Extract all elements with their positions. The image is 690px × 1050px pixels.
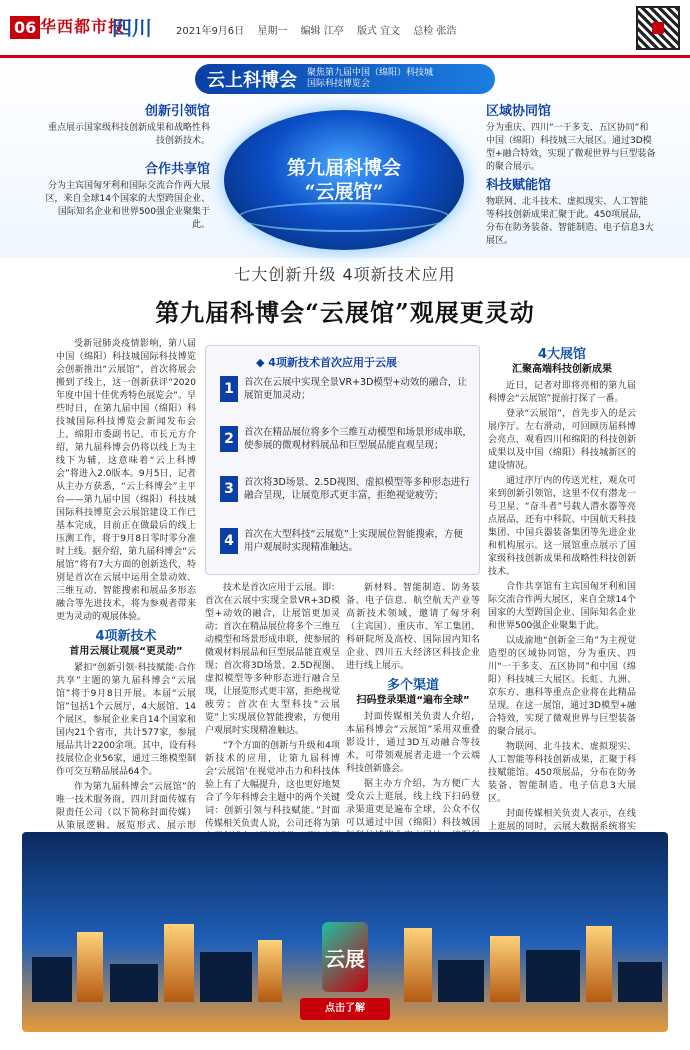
banner-subtitle <box>307 68 433 90</box>
headline-kicker: 七大创新升级 4项新技术应用 <box>234 265 456 284</box>
techbox-title: ◆ 4项新技术首次应用于云展 <box>256 354 397 370</box>
hall-name: 区域协同馆 <box>486 104 552 119</box>
cloud-expo-logo: 云展 <box>322 922 368 992</box>
tech-number: 2 <box>220 426 238 452</box>
body-paragraph: 封面传媒相关负责人表示，在线上逛展的同时，云展大数据系统将实 <box>488 809 636 832</box>
hall-desc: 物联网、北斗技术、虚拟现实、人工智能等科技创新成果汇聚于此。450项展品，分布在防务装备、智能制造、电子信息3大展区。 <box>486 197 654 246</box>
section-name: 四川 <box>112 16 152 40</box>
building <box>586 926 612 1002</box>
hall-regional <box>486 100 656 174</box>
body-paragraph: 物联网、北斗技术、虚拟现实、人工智能等科技创新成果，汇聚于科技赋能馆。450项展品，分布在防务装备、智能制造、电子信息3大展区。 <box>488 742 636 804</box>
body-paragraph: 以成渝地“创新金三角”为主视觉造型的区域协同馆，分为重庆、四川“一干多支、五区协同”和中国（绵阳）科技城三大展区。长虹、九洲、京东方、惠科等重点企业将在此精品呈现。在这一展馆，通过3D模型+融合特效，实现了微观世界与巨型装备的聚合展示。 <box>488 636 636 737</box>
app-badge-icon <box>652 22 664 34</box>
section-heading-channels <box>346 679 480 707</box>
hall-name: 创新引领馆 <box>144 104 210 119</box>
body-paragraph: 封面传媒相关负责人介绍，本届科博会“云展馆”采用双重叠影设计，通过3D互动融合等技术，可带领观展者走进一个云端科技创新盛会。 <box>346 712 480 774</box>
tech-text: 首次在大型科技“云展览”上实现展位智能搜索，方便用户观展时实现精准触达。 <box>244 529 463 553</box>
section-subtitle: 汇聚高端科技创新成果 <box>512 364 612 375</box>
building <box>438 960 484 1002</box>
section-subtitle: 扫码登录渠道“遍布全球” <box>356 695 470 706</box>
column-right <box>488 342 636 890</box>
building <box>32 957 72 1002</box>
hall-desc: 分为主宾国匈牙利和国际交流合作两大展区，来自全球14个国家的大型跨国企业、国际知名企业和世界500强企业聚集于此。 <box>45 181 210 230</box>
section-heading-halls <box>488 348 636 376</box>
city-skyline-image <box>22 832 668 1032</box>
body-paragraph: 合作共享馆有主宾国匈牙利和国际交流合作两大展区，来自全球14个国家的大型跨国企业、国际知名企业和世界500强企业聚集于此。 <box>488 582 636 631</box>
body-paragraph: 新材料、智能制造、防务装备、电子信息、航空航天产业等高新技术领域，邀请了匈牙利（主宾国）、重庆市、军工集团、科研院所及高校、国际国内知名企业、四川五大经济区科技企业进行线上展示。 <box>346 583 480 671</box>
designer: 版式 宜文 <box>356 26 401 37</box>
weekday: 星期一 <box>257 26 288 37</box>
page-number: 06 <box>10 16 40 39</box>
body-paragraph: 技术是首次应用于云展。即：首次在云展中实现全景VR+3D模型+动效的融合，让展馆更加灵动；首次在精品展位将多个三维互动模型和场景形成串联，使参展的微观材料展品和巨型展品能直观呈现；首次将3D场景、2.5D视图、虚拟模型等多种形态进行融合呈现，让展览形式更丰富，拒绝视觉疲劳；首次在大型科技“云展览”上实现展位智能搜索，方便用户观展时实现精准触达。 <box>205 583 341 736</box>
building <box>164 924 194 1002</box>
hero-area <box>0 58 690 258</box>
body-paragraph: 据主办方介绍，为方便广大受众云上逛展，线上线下扫码登录渠道更是遍布全球，公众不仅可以通过中国（绵阳）科技城国 <box>346 779 480 828</box>
building <box>200 952 252 1002</box>
globe-ring-decoration <box>238 202 450 232</box>
body-paragraph: “7个方面的创新与升级和4项新技术的应用，让第九届科博会‘云展馆’在视觉冲击力和科技体验上有了大幅提升，这也更好地契合了今年科博会主题中的两个关键词：创新引领与科技赋能。”封面传媒相关负责人说，公司还将为第 <box>205 741 341 829</box>
tech-item <box>220 476 472 502</box>
hall-empowerment <box>486 174 656 248</box>
banner-title: 云上科博会 <box>207 70 297 91</box>
hall-desc: 分为重庆、四川“一干多支、五区协同”和中国（绵阳）科技城三大展区。通过3D模型+融合特效，实现了微观世界与巨型装备的聚合展示。 <box>486 123 656 172</box>
banner-sub-line-1: 聚焦第九届中国（绵阳）科技城 <box>307 68 434 78</box>
tech-number: 3 <box>220 476 238 502</box>
hall-desc: 重点展示国家级科技创新成果和战略性科技创新技术。 <box>47 123 210 146</box>
tech-number: 1 <box>220 376 238 402</box>
banner-sub-line-2: 国际科技博览会 <box>307 79 371 89</box>
building <box>258 940 282 1002</box>
section-heading-new-tech <box>56 630 196 658</box>
tech-text: 首次在精品展位将多个三维互动模型和场景形成串联，使参展的微观材料展品和巨型展品能直观呈现； <box>244 427 473 451</box>
building <box>490 936 520 1002</box>
hall-name: 科技赋能馆 <box>486 178 552 193</box>
body-paragraph: 登录“云展馆”，首先步入的是云展序厅。左右滑动，可回顾历届科博会亮点，观看四川和绵阳的科技创新成果以及中国（绵阳）科技城新区的建设情况。 <box>488 409 636 471</box>
hall-cooperation <box>40 158 210 232</box>
paper-name: 华西都市报 <box>40 17 126 36</box>
tech-item <box>220 426 472 452</box>
tech-text: 首次在云展中实现全景VR+3D模型+动效的融合，让展馆更加灵动； <box>244 377 467 401</box>
building <box>110 964 158 1002</box>
learn-more-button[interactable]: 点击了解 <box>300 998 390 1020</box>
section-title: 多个渠道 <box>386 678 439 693</box>
globe-title-line-1: 第九届科博会 <box>286 157 401 179</box>
headline-title: 第九届科博会“云展馆”观展更灵动 <box>155 298 535 327</box>
building <box>618 962 662 1002</box>
building <box>526 950 580 1002</box>
tech-item <box>220 376 472 402</box>
hall-innovation <box>40 100 210 148</box>
globe-title-line-2: “云展馆” <box>304 181 384 203</box>
body-paragraph: 近日，记者对即将亮相的第九届科博会“云展馆”提前打探了一番。 <box>488 381 636 404</box>
new-tech-box <box>205 345 480 575</box>
building <box>404 928 432 1002</box>
hall-name: 合作共享馆 <box>144 162 210 177</box>
checker: 总检 张浩 <box>413 26 457 37</box>
cloud-pavilion-globe <box>224 110 464 250</box>
headline-area <box>0 258 690 328</box>
column-left <box>56 338 196 889</box>
body-paragraph: 紧扣“创新引领·科技赋能·合作共享”主题的第九届科博会“云展馆”将于9月8日开展。本届“云展馆”包括1个云展厅，4大展馆、14个展区，参展企业来自14个国家和国内21个省市，共计577家，参展展品共计2200余项。其中，设有科技展位企业56家，通过三维模型制作可交互精品展品64个。 <box>56 663 196 777</box>
tech-item <box>220 528 472 554</box>
tech-number: 4 <box>220 528 238 554</box>
body-paragraph: 作为第九届科博会“云展馆”的唯一技术服务商，四川封面传媒有限责任公司（以下简称封面传媒）从策展逻辑、展览形式、展示形 <box>56 782 196 831</box>
editor: 编辑 江亭 <box>300 26 344 37</box>
section-subtitle: 首用云展让观展“更灵动” <box>69 646 183 657</box>
body-paragraph: 通过序厅内的传送光柱，观众可来到创新引领馆，这里不仅有潜龙一号卫星、“奋斗者”号载人潜水器等亮点展品，还有中科院、中国航天科技集团、中国兵器装备集团等先进企业和机构展示。这一展馆重点展示了国家级科技创新成果和战略性科技创新技术。 <box>488 476 636 577</box>
section-title: 4项新技术 <box>95 629 157 644</box>
intro-paragraph: 受新冠肺炎疫情影响，第八届中国（绵阳）科技城国际科技博览会创新推出“云展馆”，首次将展会搬到了线上，这一创新获评“2020年度中国十佳优秀特色展览会”。早些时日，在第九届中国（绵阳）科技城国际科技博览会新闻发布会上，绵阳市委副书记、市长元方介绍，第九届科博会仍将以线上为主线下为辅，这意味着“云上科博会”将进入2.0版本。9月5日，记者从主办方获悉，“云上科博会”主平台——第九届中国（绵阳）科技城国际科技博览会云展馆建设工作已基本完成，目前正在做最后的线上压测工作，将于9月8日零时零分准时上线。据介绍，第九届科博会“云展馆”将有7大方面的创新迭代，特别是首次在云展中运用全景动效、三维互动、智能搜索和展品多形态融合等先进技术，将为参观者带来更为灵动的观展体验。 <box>56 339 196 622</box>
event-banner <box>195 64 495 94</box>
date: 2021年9月6日 <box>176 26 245 37</box>
dateline <box>176 22 467 37</box>
section-title: 4大展馆 <box>537 347 587 362</box>
page-header <box>0 0 690 58</box>
tech-text: 首次将3D场景、2.5D视图、虚拟模型等多种形态进行融合呈现，让展览形式更丰富，拒绝视觉疲劳； <box>244 477 470 501</box>
building <box>77 932 103 1002</box>
